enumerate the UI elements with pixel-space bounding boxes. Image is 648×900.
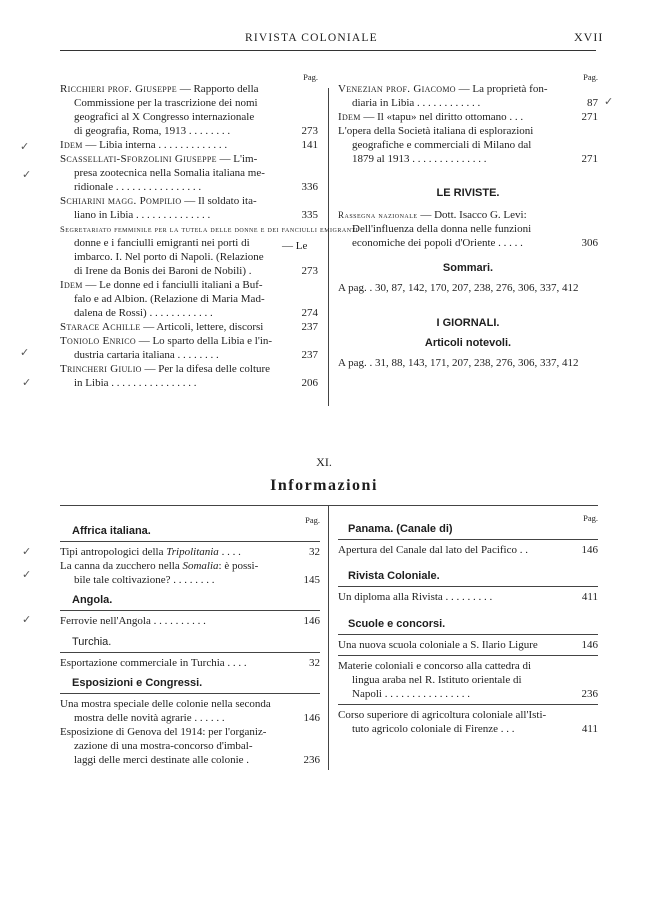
entry-text: economiche dei popoli d'Oriente . . . . . [352, 237, 523, 249]
header-rule [60, 50, 596, 51]
entry-text: falo e ad Albion. (Relazione di Maria Mad- [74, 293, 265, 305]
list-item [60, 222, 359, 278]
page-ref: 236 [581, 688, 598, 700]
page-ref: 146 [303, 712, 320, 724]
divider [338, 634, 598, 635]
checkmark-icon: ✓ [22, 568, 32, 581]
author-name: Idem [338, 111, 361, 123]
page-ref: 271 [581, 153, 598, 165]
author-name: Venezian prof. Giacomo [338, 83, 456, 95]
entry-text: . . . . [218, 546, 241, 558]
checkmark-icon: ✓ [604, 95, 614, 108]
entry-text: Una nuova scuola coloniale a S. Ilario Ligure [338, 639, 538, 651]
divider [60, 541, 320, 542]
column-divider-top [328, 88, 329, 406]
entry-text: lingua araba nel R. Istituto orientale di [352, 674, 522, 686]
page-ref: 411 [581, 723, 598, 735]
entry-text: in Libia . . . . . . . . . . . . . . . . [74, 377, 197, 389]
entry-text: Dell'influenza della donna nelle funzioni [352, 223, 532, 235]
divider [60, 693, 320, 694]
list-item [60, 725, 320, 767]
divider [60, 652, 320, 653]
entry-text: L'opera della Società italiana di esplorazioni [338, 125, 534, 137]
entry-text-italic: Tripolitania [166, 546, 219, 558]
entry-text: A pag. . 30, 87, 142, 170, 207, 238, 276, 306, 337, 412 [338, 282, 579, 294]
page-ref: 274 [301, 307, 318, 319]
section-number: XI. [316, 455, 332, 469]
page-ref: 237 [301, 321, 318, 333]
entry-text: La canna da zucchero nella [60, 560, 183, 572]
group-heading: Scuole e concorsi. [348, 618, 446, 630]
entry-text: — Per la difesa delle colture [144, 363, 271, 375]
entry-text: — Dott. Isacco G. Levi: [420, 209, 527, 221]
entry-text: Esportazione commerciale in Turchia . . . . [60, 657, 247, 669]
page-ref: 306 [581, 237, 598, 249]
section-rule [60, 505, 598, 506]
divider [338, 586, 598, 587]
author-name: Schiarini magg. Pompilio [60, 195, 182, 207]
page-ref: 32 [309, 546, 320, 558]
page-ref: 145 [303, 574, 320, 586]
entry-text: di geografia, Roma, 1913 . . . . . . . . [74, 125, 231, 137]
page-ref: 146 [581, 639, 598, 651]
entry-text: — Articoli, lettere, discorsi [143, 321, 264, 333]
entry-text: mostra delle novità agrarie . . . . . . [74, 712, 225, 724]
entry-text-italic: Somalia [182, 560, 219, 572]
list-item [60, 559, 320, 587]
entry-text: presa zootecnica nella Somalia italiana me- [74, 167, 265, 179]
entry-text: dalena de Rossi) . . . . . . . . . . . . [74, 307, 213, 319]
list-item [60, 194, 318, 222]
list-item [60, 152, 318, 194]
entry-text: dustria cartaria italiana . . . . . . . . [74, 349, 219, 361]
list-item [60, 278, 318, 320]
pag-label: Pag. [305, 515, 320, 525]
group-heading: Angola. [72, 594, 113, 606]
entry-text: liano in Libia . . . . . . . . . . . . . . [74, 209, 211, 221]
entry-text: laggi delle merci destinate alle colonie . [74, 754, 250, 766]
top-right-column [338, 72, 598, 370]
list-item [60, 362, 318, 390]
entry-text: — La proprietà fon- [458, 83, 548, 95]
entry-text: ridionale . . . . . . . . . . . . . . . . [74, 181, 202, 193]
list-item [338, 659, 598, 701]
checkmark-icon: ✓ [22, 168, 32, 181]
page-ref: 236 [303, 754, 320, 766]
list-item [338, 543, 598, 557]
page-ref: 87 [587, 97, 598, 109]
entry-text: Un diploma alla Rivista . . . . . . . . . [338, 591, 493, 603]
page-ref: 206 [301, 377, 318, 389]
entry-text: Napoli . . . . . . . . . . . . . . . . [352, 688, 470, 700]
divider [338, 655, 598, 656]
pag-label: Pag. [583, 72, 598, 82]
entry-text: — Libia interna . . . . . . . . . . . . . [85, 139, 228, 151]
list-item [60, 334, 318, 362]
entry-text: donne e i fanciulli emigranti nei porti di [74, 237, 250, 249]
section-heading: Sommari. [442, 262, 494, 274]
group-heading: Esposizioni e Congressi. [72, 677, 203, 689]
list-item [60, 614, 320, 628]
list-item [338, 590, 598, 604]
author-name: Trincheri Giulio [60, 363, 142, 375]
page-ref: 141 [301, 139, 318, 151]
top-left-column [60, 72, 359, 390]
list-item [338, 110, 598, 124]
author-name: Ricchieri prof. Giuseppe [60, 83, 177, 95]
author-name: Scassellati-Sforzolini Giuseppe [60, 153, 217, 165]
entry-text: — Lo sparto della Libia e l'in- [138, 335, 273, 347]
entry-text: Apertura del Canale dal lato del Pacifico . . [338, 544, 528, 556]
entry-text: Corso superiore di agricoltura coloniale all'Isti- [338, 709, 547, 721]
divider [338, 539, 598, 540]
page-ref: 273 [301, 265, 318, 277]
author-name: Segretariato femminile per la tutela delle donne e dei fanciulli emigranti [60, 224, 359, 234]
entry-text: bile tale coltivazione? . . . . . . . . [74, 574, 215, 586]
list-item [338, 124, 598, 166]
entry-text: diaria in Libia . . . . . . . . . . . . [352, 97, 481, 109]
checkmark-icon: ✓ [22, 545, 32, 558]
page-ref: 146 [303, 615, 320, 627]
entry-text: — Le donne ed i fanciulli italiani a Buf- [85, 279, 263, 291]
list-item [338, 82, 598, 110]
column-divider-bottom [328, 505, 329, 770]
checkmark-icon: ✓ [20, 140, 30, 153]
list-item [60, 320, 318, 334]
section-heading: I GIORNALI. [436, 317, 500, 329]
divider [338, 704, 598, 705]
author-name: Starace Achille [60, 321, 141, 333]
entry-text: — Rapporto della [179, 83, 259, 95]
entry-text: Esposizione di Genova del 1914: per l'organiz- [60, 726, 267, 738]
list-item [338, 208, 598, 250]
section-heading: LE RIVISTE. [436, 187, 500, 199]
list-item [60, 82, 318, 138]
entry-text: Ferrovie nell'Angola . . . . . . . . . . [60, 615, 206, 627]
entry-text: — Il «tapu» nel diritto ottomano . . . [363, 111, 524, 123]
list-item [60, 656, 320, 670]
entry-text: — Le [282, 240, 308, 252]
checkmark-icon: ✓ [22, 376, 32, 389]
page-ref: 271 [581, 111, 598, 123]
author-name: Idem [60, 139, 83, 151]
author-name: Idem [60, 279, 83, 291]
group-heading: Rivista Coloniale. [348, 570, 440, 582]
entry-text: Materie coloniali e concorso alla cattedra di [338, 660, 532, 672]
pag-label: Pag. [583, 513, 598, 523]
page-ref: 237 [301, 349, 318, 361]
checkmark-icon: ✓ [22, 613, 32, 626]
bottom-right-column [338, 513, 598, 736]
list-item [338, 708, 598, 736]
section-title: Informazioni [270, 477, 378, 494]
pag-label: Pag. [303, 72, 318, 82]
running-header: RIVISTA COLONIALE [245, 32, 378, 44]
entry-text: — Il soldato ita- [184, 195, 257, 207]
list-item [338, 281, 598, 295]
list-item [338, 638, 598, 652]
page-ref: 335 [301, 209, 318, 221]
entry-text: tuto agricolo coloniale di Firenze . . . [352, 723, 515, 735]
entry-text: : è possi- [218, 560, 259, 572]
page-number: XVII [574, 30, 604, 44]
entry-text: 1879 al 1913 . . . . . . . . . . . . . . [352, 153, 487, 165]
page-ref: 32 [309, 657, 320, 669]
list-item [338, 356, 598, 370]
entry-text: — L'im- [219, 153, 258, 165]
page-ref: 411 [581, 591, 598, 603]
entry-text: A pag. . 31, 88, 143, 171, 207, 238, 276, 306, 337, 412 [338, 357, 579, 369]
page-ref: 336 [301, 181, 318, 193]
entry-text: imbarco. I. Nel porto di Napoli. (Relazione [74, 251, 264, 263]
checkmark-icon: ✓ [20, 346, 30, 359]
group-heading: Panama. (Canale di) [348, 523, 453, 535]
divider [60, 610, 320, 611]
section-subheading: Articoli notevoli. [424, 337, 512, 349]
page-ref: 146 [581, 544, 598, 556]
entry-text: di Irene da Bonis dei Baroni de Nobili) . [74, 265, 252, 277]
list-item [60, 545, 320, 559]
entry-text: Una mostra speciale delle colonie nella seconda [60, 698, 271, 710]
list-item [60, 697, 320, 725]
group-heading: Turchia. [72, 636, 112, 648]
entry-text: Tipi antropologici della [60, 546, 167, 558]
author-name: Rassegna nazionale [338, 210, 418, 220]
group-heading: Affrica italiana. [72, 525, 151, 537]
list-item [60, 138, 318, 152]
entry-text: Commissione per la trascrizione dei nomi [74, 97, 258, 109]
entry-text: zazione di una mostra-concorso d'imbal- [74, 740, 253, 752]
entry-text: geografiche e commerciali di Milano dal [352, 139, 532, 151]
author-name: Toniolo Enrico [60, 335, 136, 347]
bottom-left-column [60, 515, 320, 767]
entry-text: geografici al X Congresso internazionale [74, 111, 255, 123]
page-ref: 273 [301, 125, 318, 137]
